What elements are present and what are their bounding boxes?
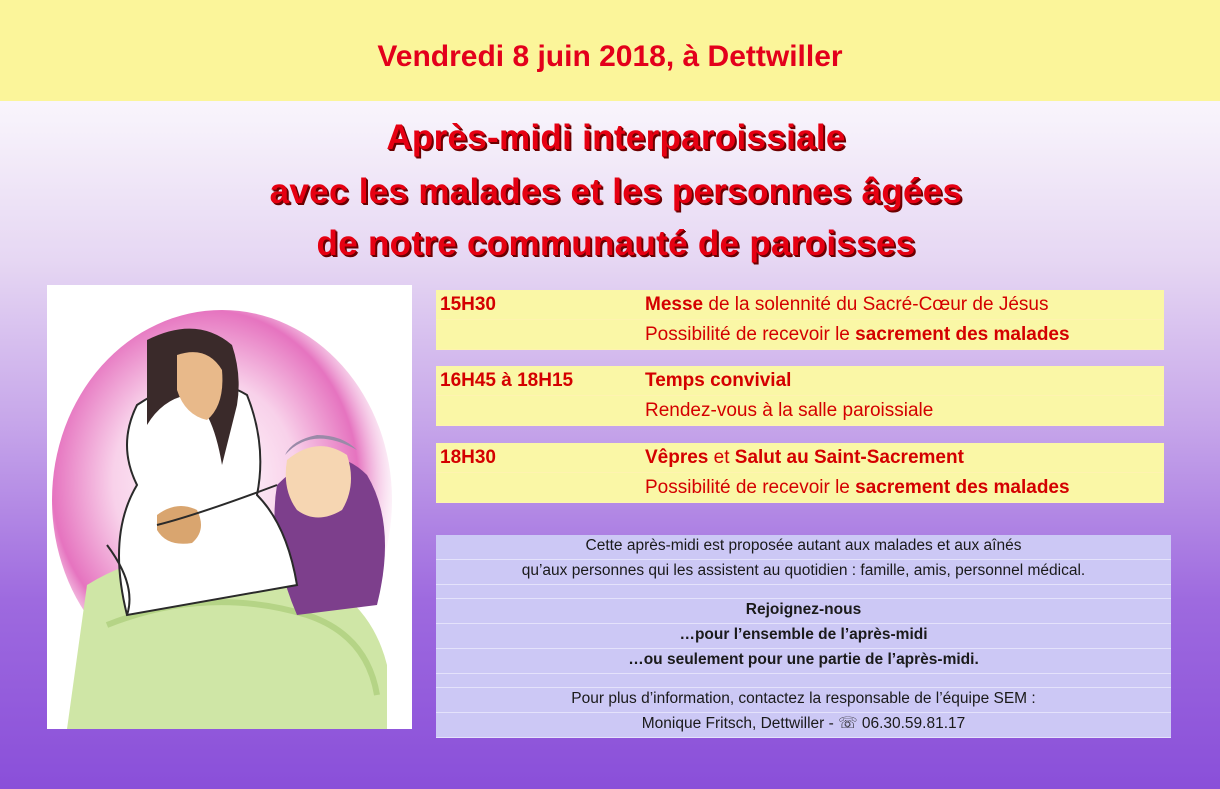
info-contact-details bbox=[436, 713, 1171, 738]
phone-icon: ☏ bbox=[838, 715, 858, 732]
schedule-time: 16H45 à 18H15 bbox=[440, 370, 574, 391]
schedule-detail bbox=[645, 477, 1070, 499]
schedule-row bbox=[436, 443, 1164, 473]
schedule-block-1 bbox=[436, 290, 1164, 350]
schedule-activity: Temps convivial bbox=[645, 370, 792, 391]
contact-name: Monique Fritsch, Dettwiller - bbox=[641, 715, 839, 732]
info-contact: Pour plus d’information, contactez la responsable de l’équipe SEM : bbox=[436, 688, 1171, 713]
schedule-row bbox=[436, 396, 1164, 426]
schedule-detail-bold: sacrement des malades bbox=[855, 477, 1070, 498]
info-spacer bbox=[436, 585, 1171, 599]
title-line-3: de notre communauté de paroisses bbox=[316, 224, 916, 263]
schedule-detail: Rendez-vous à la salle paroissiale bbox=[645, 400, 934, 421]
illustration-svg bbox=[47, 285, 412, 729]
title-line-1: Après-midi interparoissiale bbox=[386, 118, 846, 157]
info-line: qu’aux personnes qui les assistent au quotidien : famille, amis, personnel médical. bbox=[436, 560, 1171, 585]
schedule-block-2 bbox=[436, 366, 1164, 426]
schedule-row bbox=[436, 366, 1164, 396]
info-join-option: …ou seulement pour une partie de l’après-midi. bbox=[436, 649, 1171, 674]
info-join: Rejoignez-nous bbox=[436, 599, 1171, 624]
schedule-block-3 bbox=[436, 443, 1164, 503]
schedule-row bbox=[436, 320, 1164, 350]
schedule-time: 15H30 bbox=[440, 294, 496, 315]
schedule-activity-bold: Vêpres bbox=[645, 447, 709, 468]
schedule-activity bbox=[645, 447, 964, 469]
schedule-activity-bold: Messe bbox=[645, 294, 704, 315]
schedule-row bbox=[436, 290, 1164, 320]
schedule-detail-bold: sacrement des malades bbox=[855, 324, 1070, 345]
info-join-option: …pour l’ensemble de l’après-midi bbox=[436, 624, 1171, 649]
jesus-comforting-elder-illustration bbox=[47, 285, 412, 729]
schedule-activity-mid: et bbox=[708, 447, 735, 468]
title-line-2: avec les malades et les personnes âgées bbox=[269, 172, 963, 211]
schedule-detail-plain: Possibilité de recevoir le bbox=[645, 324, 856, 345]
schedule-time: 18H30 bbox=[440, 447, 496, 468]
schedule-activity-rest: de la solennité du Sacré-Cœur de Jésus bbox=[703, 294, 1049, 315]
schedule-row bbox=[436, 473, 1164, 503]
info-spacer bbox=[436, 674, 1171, 688]
schedule-detail-plain: Possibilité de recevoir le bbox=[645, 477, 856, 498]
schedule-activity-bold-2: Salut au Saint-Sacrement bbox=[734, 447, 964, 468]
contact-phone: 06.30.59.81.17 bbox=[857, 715, 966, 732]
event-date: Vendredi 8 juin 2018, à Dettwiller bbox=[377, 40, 843, 73]
schedule-activity bbox=[645, 294, 1048, 316]
info-box bbox=[436, 535, 1171, 738]
info-line: Cette après-midi est proposée autant aux malades et aux aînés bbox=[436, 535, 1171, 560]
schedule-detail bbox=[645, 324, 1070, 346]
